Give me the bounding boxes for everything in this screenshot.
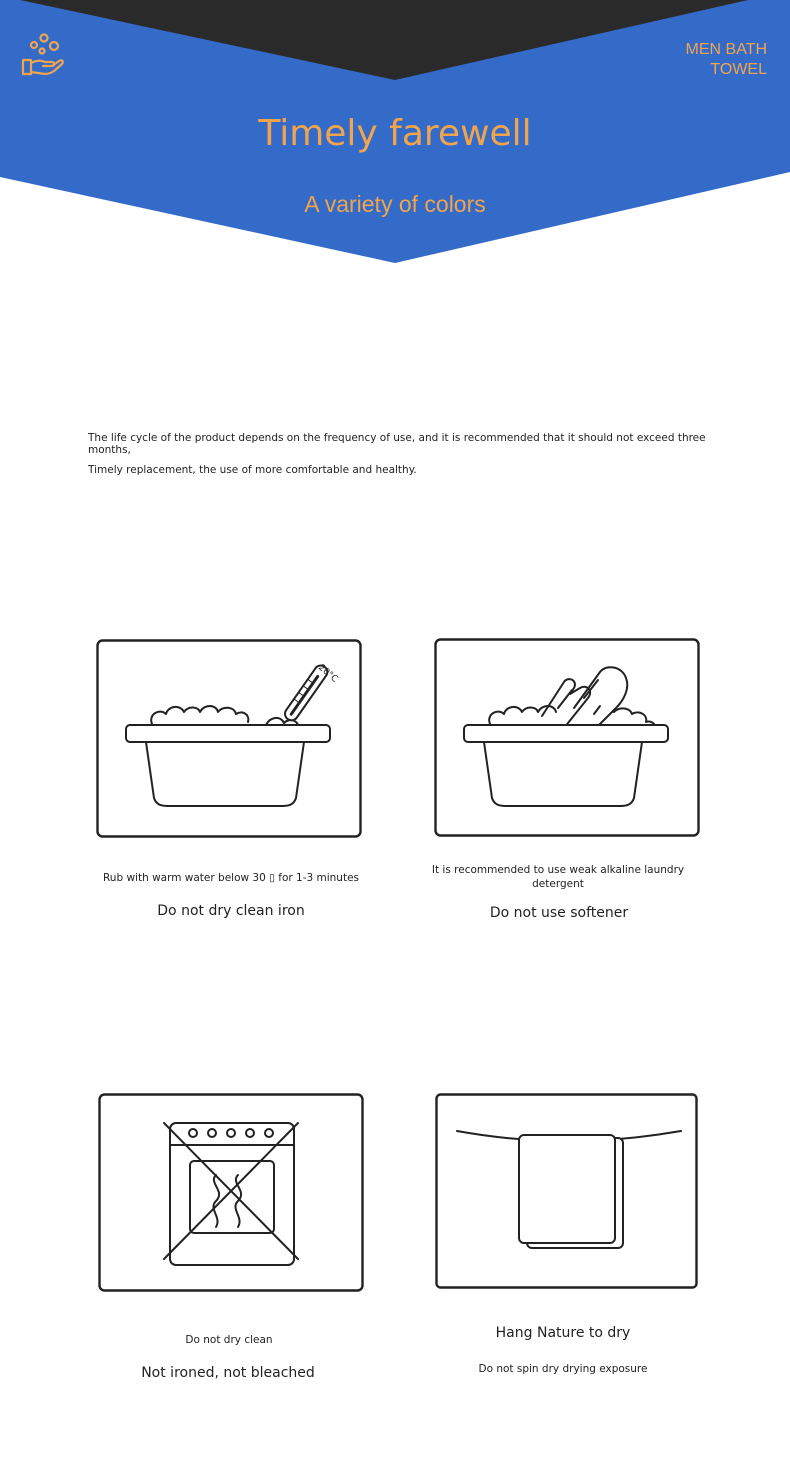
card-4-caption-small: Do not spin dry drying exposure: [478, 1363, 648, 1375]
hand-bubbles-icon: [20, 32, 66, 78]
care-card-warm-water: [96, 639, 364, 839]
basin-hands-icon: [434, 638, 702, 838]
care-card-hang-dry: [435, 1093, 699, 1291]
note-line-2: Timely replacement, the use of more comfortable and healthy.: [88, 464, 417, 476]
page-subtitle: A variety of colors: [304, 191, 486, 217]
card-3-caption-small: Do not dry clean: [185, 1334, 273, 1346]
no-tumble-dry-icon: [98, 1093, 366, 1293]
card-3-caption-big: Not ironed, not bleached: [141, 1365, 315, 1381]
card-4-caption-big: Hang Nature to dry: [495, 1325, 631, 1341]
card-1-caption-big: Do not dry clean iron: [157, 903, 305, 919]
card-2-caption-small: It is recommended to use weak alkaline laundry detergent: [431, 864, 685, 890]
hero-banner: [0, 0, 790, 270]
brand-label: [686, 40, 767, 80]
hang-dry-icon: [435, 1093, 699, 1291]
thermometer-label: 20°C: [316, 662, 340, 685]
basin-thermometer-icon: [96, 639, 364, 839]
brand-line-1: MEN BATH: [685, 41, 767, 58]
note-line-1: The life cycle of the product depends on the frequency of use, and it is recommended that it should not exceed three months,: [88, 432, 706, 456]
card-1-caption-small: Rub with warm water below 30 ▯ for 1-3 minutes: [102, 872, 360, 884]
care-card-detergent: [434, 638, 702, 838]
page-title: Timely farewell: [258, 113, 532, 154]
care-card-no-dryer: [98, 1093, 366, 1293]
brand-line-2: TOWEL: [710, 61, 767, 78]
card-2-caption-big: Do not use softener: [489, 905, 629, 921]
